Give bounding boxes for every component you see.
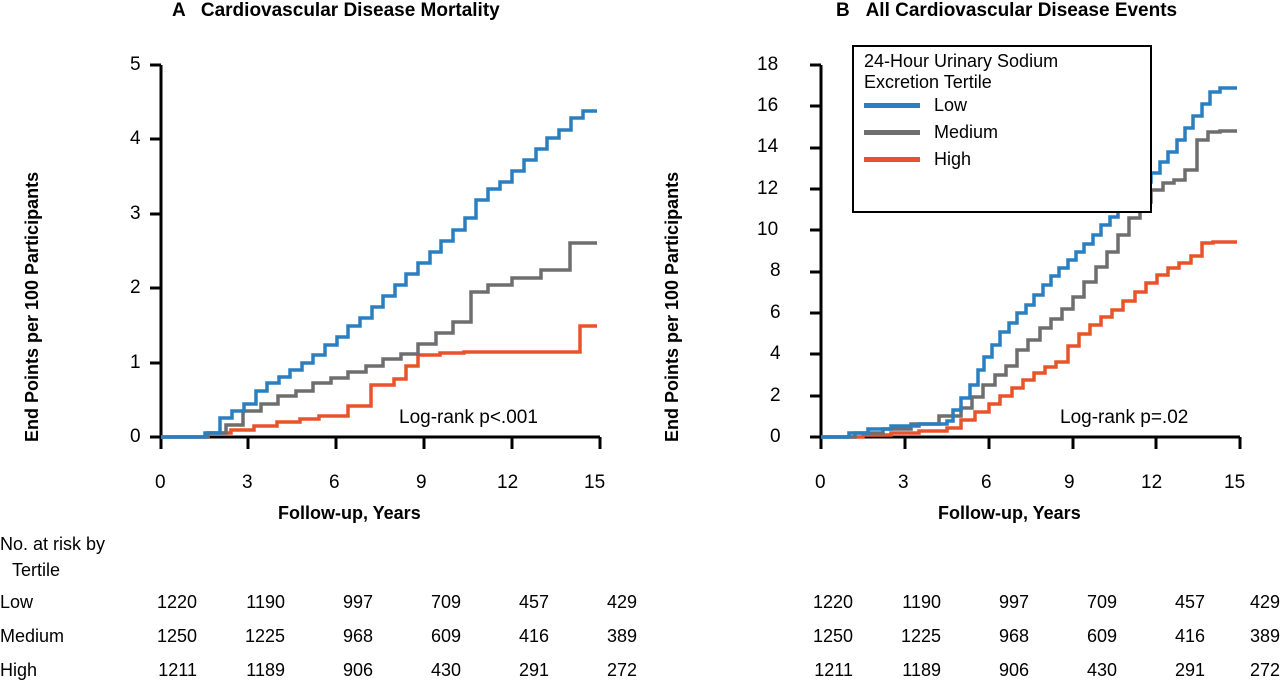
risk-a-high-12: 291 — [518, 660, 549, 680]
panel-a-ytick-3: 3 — [130, 203, 141, 224]
panel-b-xtick-0: 0 — [815, 472, 826, 493]
panel-a-curve-high — [161, 326, 597, 437]
panel-b-ytick-18: 18 — [757, 54, 779, 75]
panel-a-xtick-9: 9 — [416, 472, 427, 493]
panel-a-curve-low — [161, 111, 597, 437]
panel-b-ytick-6: 6 — [770, 302, 781, 323]
legend-title-line2: Excretion Tertile — [864, 71, 992, 92]
risk-a-medium-6: 968 — [342, 626, 373, 646]
risk-b-medium-12: 416 — [1174, 626, 1205, 646]
risk-b-high-0: 1211 — [814, 660, 853, 680]
panel-a-xtick-0: 0 — [155, 472, 166, 493]
panel-a-xtick-3: 3 — [242, 472, 253, 493]
panel-a-ytick-5: 5 — [130, 54, 141, 75]
risk-b-low-15: 429 — [1249, 592, 1280, 612]
legend-title-line1: 24-Hour Urinary Sodium — [864, 51, 1059, 71]
legend-item-medium[interactable] — [854, 119, 1150, 146]
risk-a-high-15: 272 — [606, 660, 637, 680]
panel-b-x-axis-label: Follow-up, Years — [938, 503, 1081, 523]
panel-a-ytick-4: 4 — [130, 128, 141, 149]
risk-a-medium-12: 416 — [518, 626, 549, 646]
risk-b-low-9: 709 — [1086, 592, 1117, 612]
risk-table-heading-line2: Tertile — [12, 560, 61, 580]
risk-a-low-0: 1220 — [156, 592, 197, 612]
risk-row-label-high: High — [0, 660, 38, 680]
panel-b-xtick-15: 15 — [1224, 472, 1246, 493]
panel-a-plot — [0, 0, 640, 520]
risk-b-low-0: 1220 — [812, 592, 853, 612]
panel-a-ytick-2: 2 — [130, 277, 141, 298]
panel-b-ytick-10: 10 — [757, 219, 779, 240]
panel-a-xtick-6: 6 — [329, 472, 340, 493]
panel-a-axes — [150, 65, 600, 449]
panel-a-x-axis-label: Follow-up, Years — [278, 503, 421, 523]
panel-b-ytick-0: 0 — [770, 426, 781, 447]
risk-b-high-6: 906 — [998, 660, 1029, 680]
risk-a-medium-15: 389 — [606, 626, 637, 646]
panel-a-logrank-annotation: Log-rank p<.001 — [399, 407, 538, 428]
panel-a-ytick-1: 1 — [130, 352, 141, 373]
legend-label-low: Low — [934, 95, 968, 116]
panel-b-ytick-16: 16 — [757, 95, 779, 116]
panel-b-title-text: All Cardiovascular Disease Events — [865, 0, 1178, 21]
panel-a-y-axis-label: End Points per 100 Participants — [22, 171, 42, 442]
risk-b-low-12: 457 — [1174, 592, 1205, 612]
panel-b-xtick-3: 3 — [898, 472, 909, 493]
risk-a-high-6: 906 — [342, 660, 373, 680]
risk-b-medium-3: 1225 — [900, 626, 941, 646]
panel-b-xtick-9: 9 — [1064, 472, 1075, 493]
panel-b-ytick-12: 12 — [757, 178, 779, 199]
risk-table-heading-line1: No. at risk by — [0, 534, 106, 554]
legend-swatch-low-icon — [864, 103, 920, 108]
risk-b-medium-15: 389 — [1249, 626, 1280, 646]
risk-a-low-6: 997 — [342, 592, 373, 612]
risk-row-label-medium: Medium — [0, 626, 65, 646]
panel-b-letter: B — [836, 0, 850, 21]
panel-b-xtick-12: 12 — [1141, 472, 1163, 493]
panel-a-curve-medium — [161, 243, 597, 437]
risk-b-high-3: 1189 — [902, 660, 941, 680]
panel-b-ytick-14: 14 — [757, 136, 779, 157]
risk-b-medium-0: 1250 — [812, 626, 853, 646]
panel-a-letter: A — [172, 0, 186, 21]
panel-b-ytick-4: 4 — [770, 343, 781, 364]
panel-a-xtick-15: 15 — [584, 472, 606, 493]
risk-a-medium-3: 1225 — [244, 626, 285, 646]
risk-a-high-0: 1211 — [158, 660, 197, 680]
legend-label-medium: Medium — [934, 122, 999, 143]
panel-b-y-axis-label: End Points per 100 Participants — [662, 171, 682, 442]
risk-row-label-low: Low — [0, 592, 34, 612]
risk-a-medium-9: 609 — [430, 626, 461, 646]
legend-swatch-high-icon — [864, 157, 920, 162]
risk-a-low-9: 709 — [430, 592, 461, 612]
legend — [852, 45, 1152, 213]
risk-a-low-12: 457 — [518, 592, 549, 612]
panel-a-ytick-0: 0 — [130, 426, 141, 447]
risk-b-high-15: 272 — [1249, 660, 1280, 680]
risk-a-medium-0: 1250 — [156, 626, 197, 646]
risk-b-medium-6: 968 — [998, 626, 1029, 646]
legend-title — [854, 47, 1150, 92]
legend-item-high[interactable] — [854, 146, 1150, 173]
risk-b-high-12: 291 — [1174, 660, 1205, 680]
risk-b-low-6: 997 — [998, 592, 1029, 612]
panel-b-ytick-8: 8 — [770, 260, 781, 281]
risk-b-low-3: 1190 — [902, 592, 941, 612]
risk-a-low-3: 1190 — [246, 592, 285, 612]
panel-b-xtick-6: 6 — [981, 472, 992, 493]
panel-b-logrank-annotation: Log-rank p=.02 — [1060, 407, 1189, 428]
legend-swatch-medium-icon — [864, 130, 920, 135]
panel-a-title-text: Cardiovascular Disease Mortality — [200, 0, 500, 21]
panel-a-xtick-12: 12 — [497, 472, 519, 493]
panel-b-ytick-2: 2 — [770, 385, 781, 406]
risk-b-medium-9: 609 — [1086, 626, 1117, 646]
legend-item-low[interactable] — [854, 92, 1150, 119]
risk-a-low-15: 429 — [606, 592, 637, 612]
risk-b-high-9: 430 — [1086, 660, 1117, 680]
risk-a-high-3: 1189 — [246, 660, 285, 680]
risk-a-high-9: 430 — [430, 660, 461, 680]
legend-label-high: High — [934, 149, 972, 170]
